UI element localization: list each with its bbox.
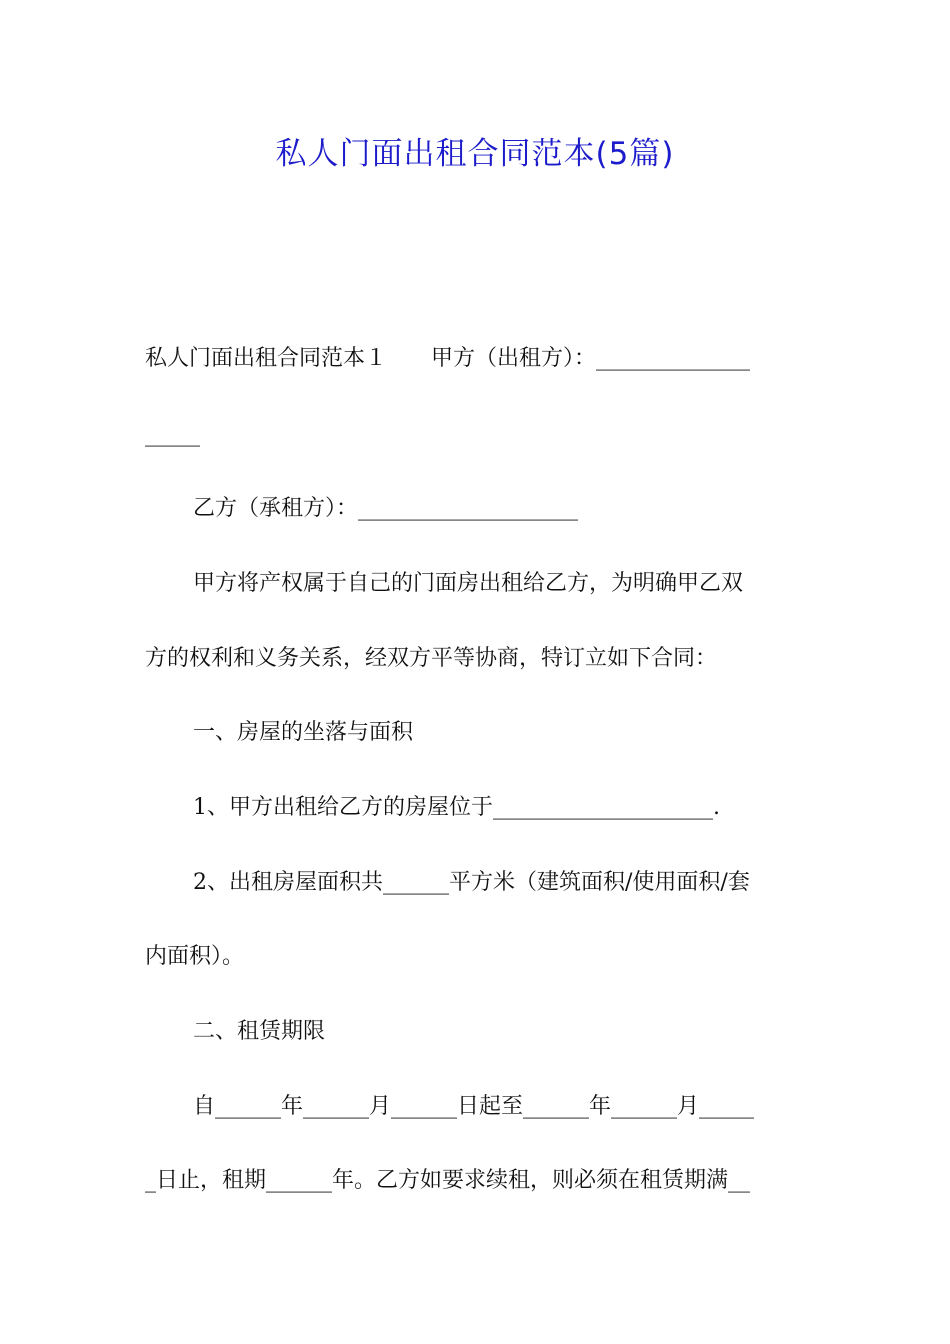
paragraph-line: _日止，租期______年。乙方如要求续租，则必须在租赁期满__ xyxy=(145,1168,751,1193)
paragraph-line: 2、出租房屋面积共______平方米（建筑面积/使用面积/套 xyxy=(193,870,750,895)
paragraph-line: 方的权利和义务关系，经双方平等协商，特订立如下合同： xyxy=(145,646,718,671)
paragraph-line: 乙方（承租方）：____________________ xyxy=(193,496,579,521)
paragraph-line: 私人门面出租合同范本１ 甲方（出租方）：______________ xyxy=(145,346,751,371)
paragraph-line: 1、甲方出租给乙方的房屋位于____________________. xyxy=(193,795,720,820)
document-title: 私人门面出租合同范本(5篇) xyxy=(275,136,675,172)
paragraph-line: 自______年______月______日起至______年______月_____ xyxy=(193,1094,755,1119)
paragraph-line: 甲方将产权属于自己的门面房出租给乙方，为明确甲乙双 xyxy=(193,571,744,596)
section-heading: 二、租赁期限 xyxy=(193,1019,326,1044)
section-heading: 一、房屋的坐落与面积 xyxy=(193,720,414,745)
paragraph-line: _____ xyxy=(145,422,200,447)
paragraph-line: 内面积）。 xyxy=(145,944,245,969)
